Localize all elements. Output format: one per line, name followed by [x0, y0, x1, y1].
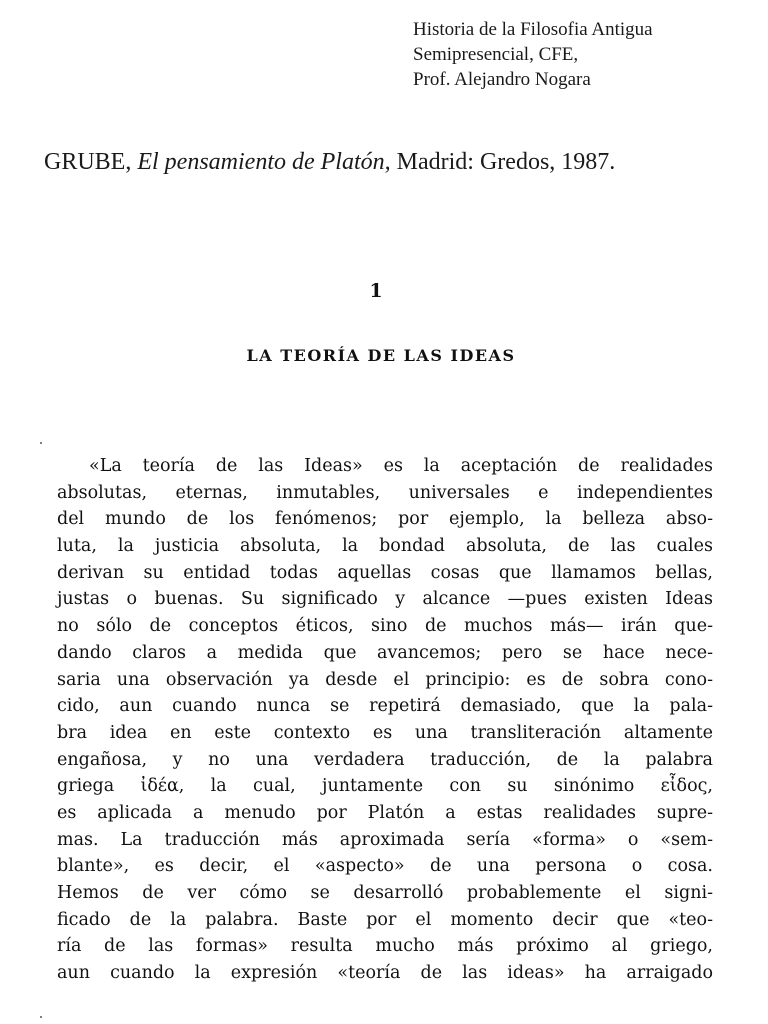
text-line: engañosa, y no una verdadera traducción, de la palabra	[57, 749, 713, 770]
text-line: griega ἰδέα, la cual, juntamente con su sinónimo εἶδος,	[57, 776, 713, 797]
text-line: es aplicada a menudo por Platón a estas realidades supre-	[57, 802, 713, 823]
bibliographic-citation	[44, 147, 615, 177]
text-line: mas. La traducción más aproximada sería «forma» o «sem-	[57, 829, 713, 850]
text-line: blante», es decir, el «aspecto» de una persona o cosa.	[57, 856, 713, 877]
scan-speck	[40, 1016, 42, 1018]
chapter-number: 1	[369, 280, 383, 302]
citation-publisher: Madrid: Gredos, 1987.	[396, 149, 616, 175]
text-line: ficado de la palabra. Baste por el momento decir que «teo-	[57, 909, 713, 930]
text-line: justas o buenas. Su significado y alcance —pues existen Ideas	[57, 589, 713, 610]
text-line: luta, la justicia absoluta, la bondad absoluta, de las cuales	[57, 536, 713, 557]
text-line: «La teoría de las Ideas» es la aceptación de realidades	[89, 456, 713, 476]
course-name: Historia de la Filosofia Antigua	[413, 19, 653, 40]
text-line: del mundo de los fenómenos; por ejemplo, la belleza abso-	[57, 509, 713, 530]
citation-book-title: El pensamiento de Platón,	[137, 149, 391, 175]
text-line: absolutas, eternas, inmutables, universales e independientes	[57, 482, 713, 503]
course-mode: Semipresencial, CFE,	[413, 44, 579, 65]
text-line: ría de las formas» resulta mucho más próximo al griego,	[57, 936, 713, 957]
text-line: saria una observación ya desde el principio: es de sobra cono-	[57, 669, 713, 690]
professor-name: Prof. Alejandro Nogara	[413, 69, 591, 90]
text-line: cido, aun cuando nunca se repetirá demasiado, que la pala-	[57, 696, 713, 717]
chapter-title: LA TEORÍA DE LAS IDEAS	[246, 346, 516, 365]
scan-speck	[40, 442, 42, 444]
text-line: bra idea en este contexto es una transliteración altamente	[57, 722, 713, 743]
body-paragraph	[57, 453, 713, 987]
course-header	[413, 17, 653, 92]
text-line: Hemos de ver cómo se desarrolló probablemente el signi-	[57, 883, 713, 903]
text-line: dando claros a medida que avancemos; pero se hace nece-	[57, 642, 713, 663]
citation-author: GRUBE,	[44, 149, 132, 175]
text-line: derivan su entidad todas aquellas cosas que llamamos bellas,	[57, 562, 713, 583]
text-line: aun cuando la expresión «teoría de las ideas» ha arraigado	[57, 963, 713, 984]
text-line: no sólo de conceptos éticos, sino de muchos más— irán que-	[57, 616, 713, 637]
